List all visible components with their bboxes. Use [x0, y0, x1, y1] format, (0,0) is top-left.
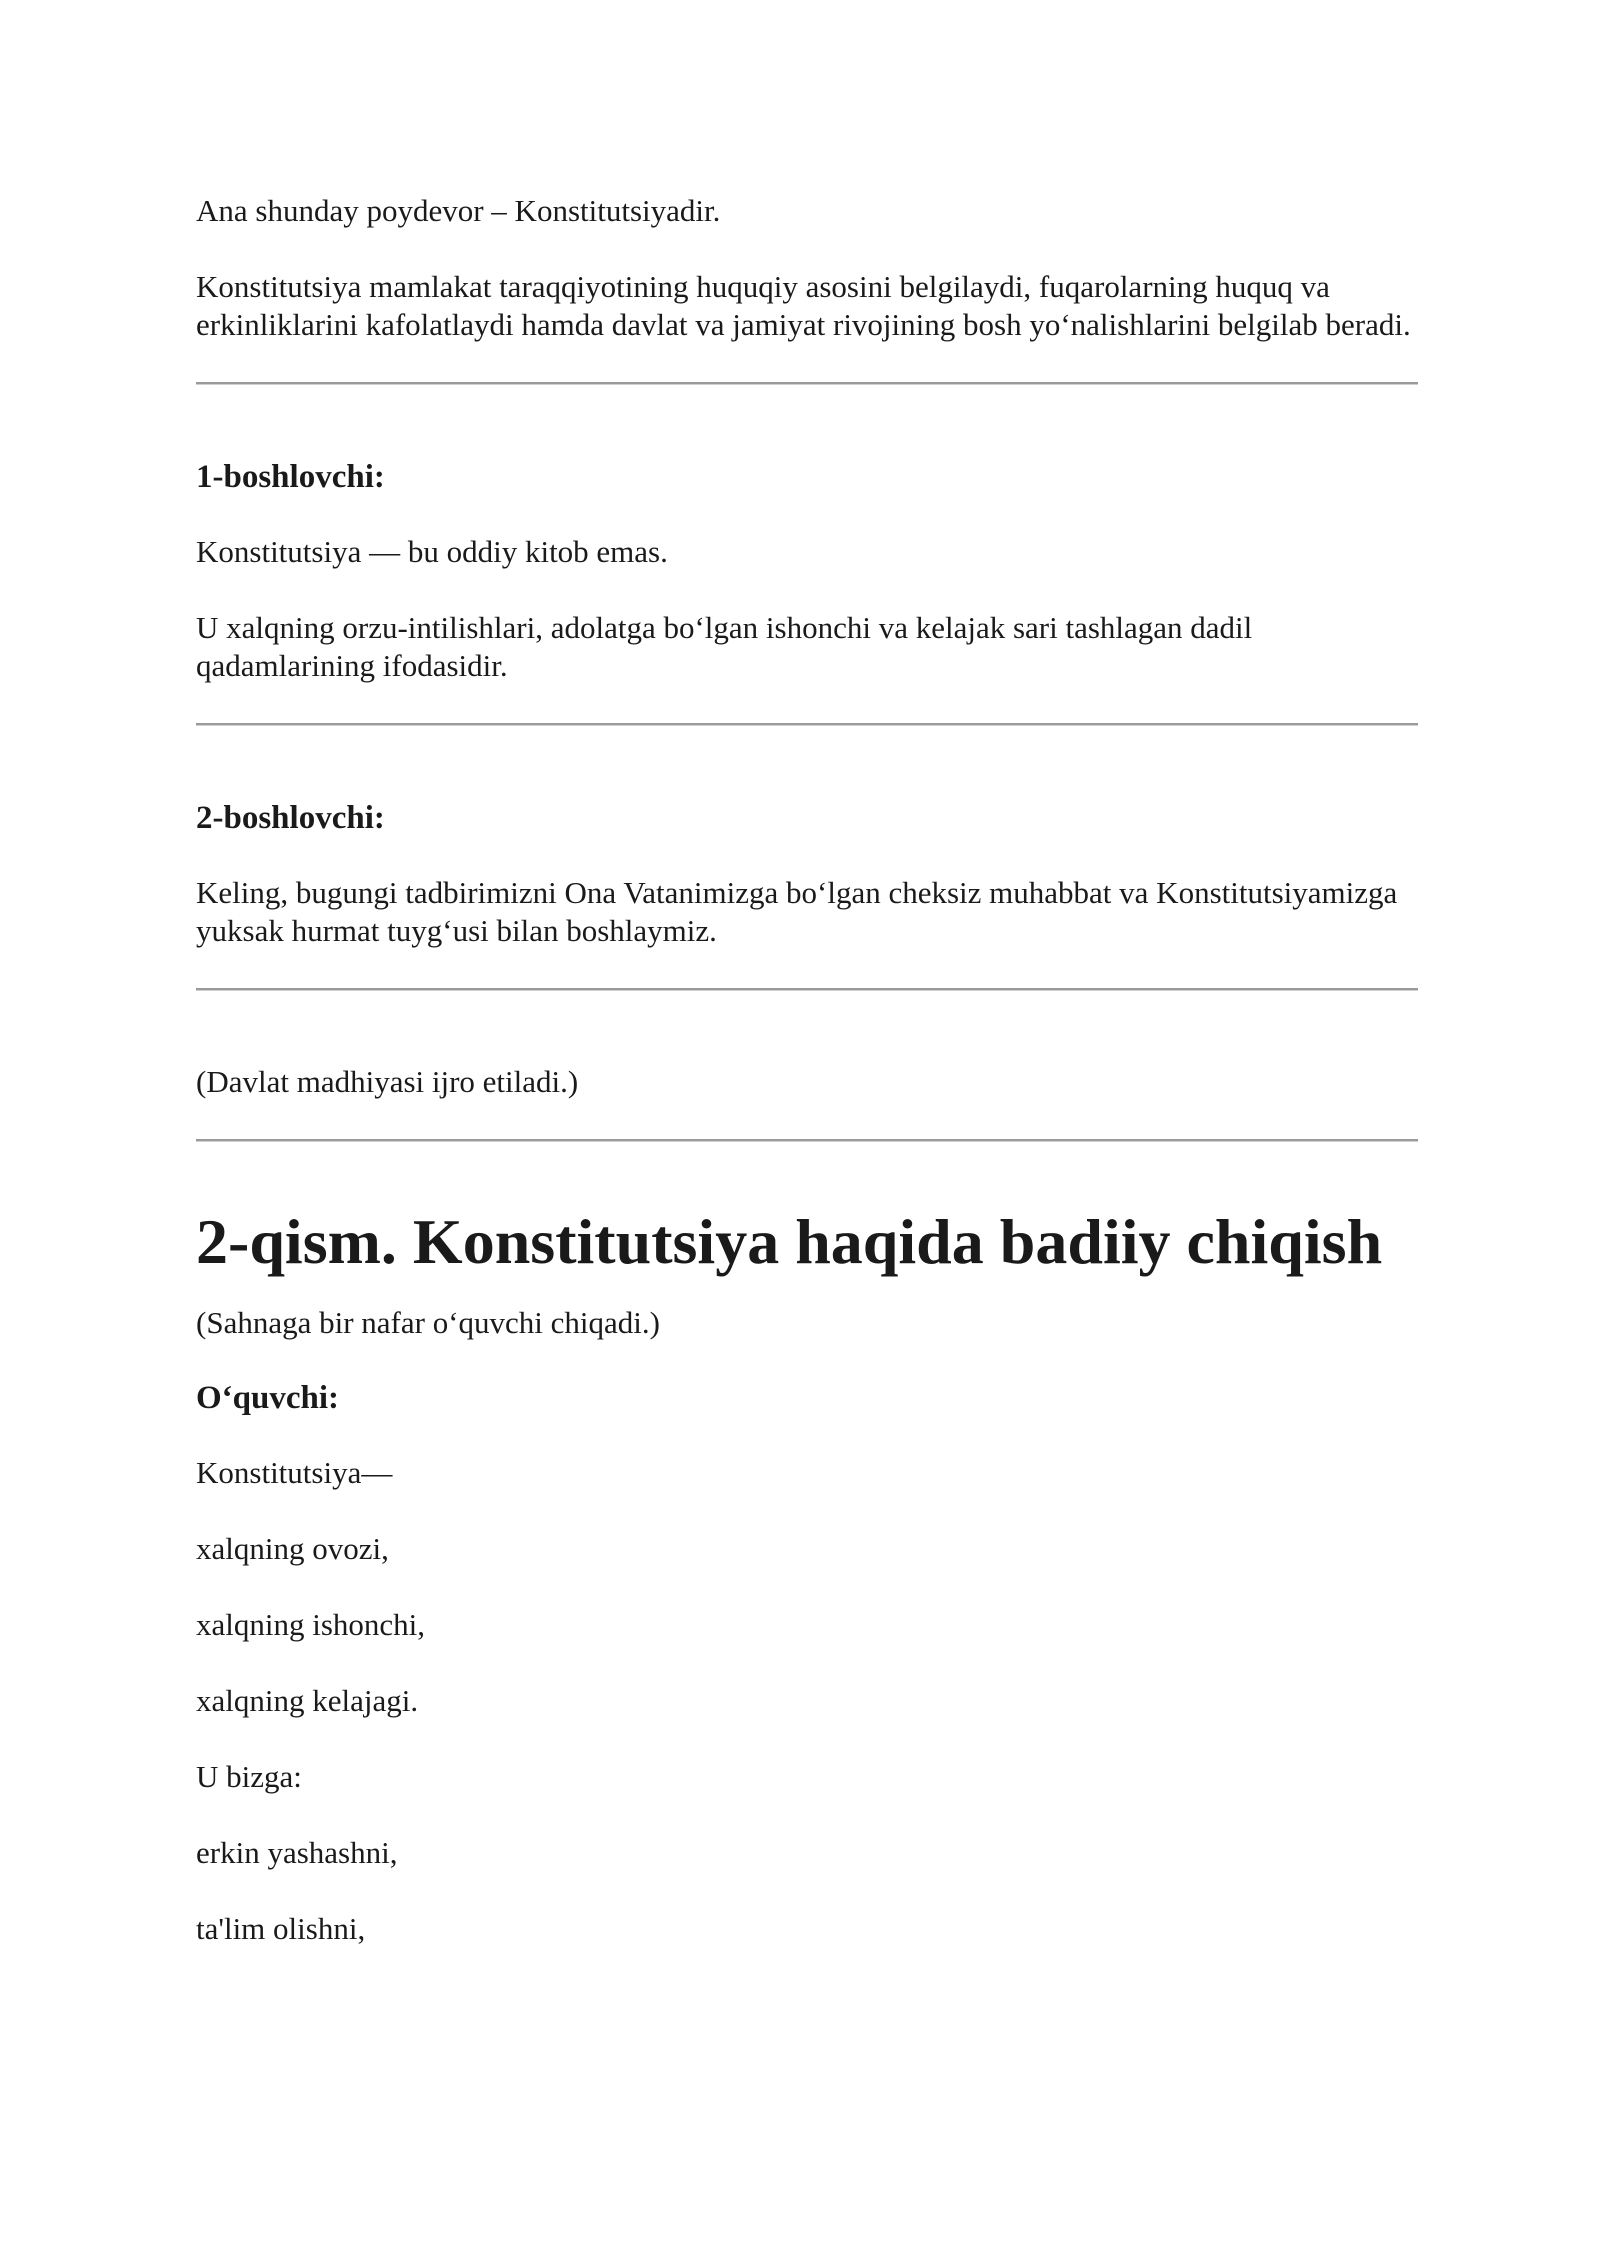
part2-title: 2-qism. Konstitutsiya haqida badiiy chiqish [196, 1206, 1383, 1277]
poem-line: ta'lim olishni, [196, 1911, 366, 1946]
document-page [196, 192, 1418, 1948]
poem-line: xalqning kelajagi. [196, 1683, 419, 1718]
stage-note: (Sahnaga bir nafar o‘quvchi chiqadi.) [196, 1305, 660, 1340]
poem-line: U bizga: [196, 1759, 302, 1794]
speaker-label: O‘quvchi: [196, 1380, 340, 1416]
host2-line-1: Keling, bugungi tadbirimizni Ona Vatanimizga bo‘lgan cheksiz muhabbat va Konstitutsiyamizga yuksak hurmat tuyg‘usi bilan boshlaymiz. [196, 875, 1398, 948]
poem-line: xalqning ovozi, [196, 1531, 389, 1566]
poem-line: erkin yashashni, [196, 1835, 398, 1870]
poem-line: Konstitutsiya— [196, 1455, 393, 1490]
host2-label: 2-boshlovchi: [196, 800, 385, 836]
poem-line: xalqning ishonchi, [196, 1607, 426, 1642]
host1-line-1: Konstitutsiya — bu oddiy kitob emas. [196, 534, 668, 569]
host1-label: 1-boshlovchi: [196, 459, 385, 495]
host1-line-2: U xalqning orzu-intilishlari, adolatga bo‘lgan ishonchi va kelajak sari tashlagan dadil qadamlarining ifodasidir. [196, 610, 1253, 683]
intro-line-2: Konstitutsiya mamlakat taraqqiyotining huquqiy asosini belgilaydi, fuqarolarning huquq va erkinliklarini kafolatlaydi hamda davlat va jamiyat rivojining bosh yo‘nalishlarini belgilab beradi. [196, 269, 1411, 342]
anthem-note: (Davlat madhiyasi ijro etiladi.) [196, 1064, 579, 1099]
intro-line-1: Ana shunday poydevor – Konstitutsiyadir. [196, 193, 721, 228]
